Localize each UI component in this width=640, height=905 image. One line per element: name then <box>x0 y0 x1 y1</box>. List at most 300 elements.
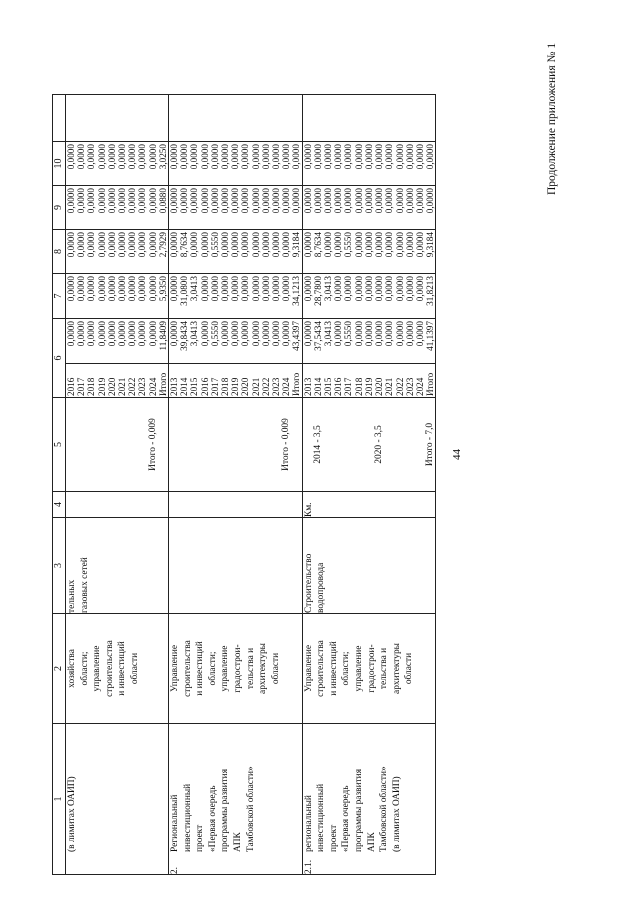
amount-value: 41,1397 <box>425 321 436 351</box>
amount-value: 0,0000 <box>66 144 76 170</box>
amount-value: 0,0000 <box>76 232 87 258</box>
amount-value: 0,0000 <box>106 232 117 258</box>
amount-value: 0,0000 <box>312 144 323 170</box>
amount-value: 0,0000 <box>117 144 128 170</box>
year-value: 2013 <box>169 377 180 396</box>
amount-value: 0,0000 <box>302 321 313 347</box>
amount-value: 0,0000 <box>106 188 117 214</box>
amount-cell-c11 <box>66 142 169 186</box>
spacer-cell <box>302 95 436 142</box>
amount-value: 0,0000 <box>169 276 180 302</box>
amount-value: 0,0000 <box>169 321 180 347</box>
amount-value: 0,0000 <box>179 144 190 170</box>
header-cell-7: 7 <box>53 274 66 319</box>
item-name-text: инвестиционный <box>182 783 193 852</box>
amount-value: 9,3184 <box>291 232 302 258</box>
amount-value: 0,0000 <box>137 321 148 347</box>
amount-value: 0,0000 <box>230 232 241 258</box>
amount-value: 0,0000 <box>260 144 271 170</box>
year-value: 2022 <box>260 377 271 396</box>
executor-line: строительства <box>182 640 193 697</box>
executor-line: тельства и <box>245 647 256 690</box>
amount-value: 0,0000 <box>86 321 97 347</box>
amount-value: 0,0000 <box>271 188 282 214</box>
amount-value: 0,0000 <box>66 321 76 347</box>
term-line <box>169 398 179 491</box>
amount-cell-c10 <box>302 186 436 230</box>
term-line: Итого - 0,009 <box>147 418 158 471</box>
amount-cell-c8 <box>302 274 436 319</box>
year-value: Итого <box>425 372 436 396</box>
amount-value: 0,0000 <box>353 232 364 258</box>
year-value: Итого <box>291 372 302 396</box>
amount-cell-c11 <box>302 142 436 186</box>
year-value: 2018 <box>86 377 97 396</box>
executor-line: архитектуры <box>258 643 269 694</box>
amount-value: 0,0000 <box>230 321 241 347</box>
amount-value: 0,0000 <box>425 144 436 170</box>
item-name-text: Тамбовской области» <box>379 766 390 852</box>
amount-value: 0,0000 <box>96 144 107 170</box>
year-value: 2020 <box>106 377 117 396</box>
year-cell <box>66 364 169 398</box>
amount-value: 0,0000 <box>137 144 148 170</box>
header-cell-9: 9 <box>53 186 66 230</box>
item-name-text: «Первая очередь <box>341 785 352 852</box>
amount-value: 28,7800 <box>312 276 323 306</box>
amount-value: 0,0000 <box>220 188 231 214</box>
amount-value: 0,0000 <box>414 144 425 170</box>
amount-value: 0,0000 <box>117 276 128 302</box>
amount-value: 3,0413 <box>189 321 200 347</box>
executor-line: строительства <box>316 640 327 697</box>
amount-value: 0,0000 <box>147 144 158 170</box>
term-line <box>97 398 107 491</box>
amount-value: 0,0000 <box>363 276 374 302</box>
term-line: Итого - 7,0 <box>424 422 435 467</box>
amount-value: 0,0000 <box>291 144 302 170</box>
amount-value: 0,0000 <box>137 276 148 302</box>
term-line <box>137 398 147 491</box>
amount-cell-c11 <box>169 142 303 186</box>
amount-value: 0,0000 <box>374 232 385 258</box>
amount-value: 0,0000 <box>374 188 385 214</box>
amount-value: 3,0413 <box>323 276 334 302</box>
amount-value: 0,0000 <box>179 188 190 214</box>
amount-value: 0,0000 <box>374 276 385 302</box>
amount-value: 0,0000 <box>189 232 200 258</box>
term-line <box>230 398 240 491</box>
year-cell <box>302 364 436 398</box>
unit-cell <box>66 492 169 518</box>
year-value: 2017 <box>343 377 354 396</box>
amount-value: 0,0000 <box>86 188 97 214</box>
item-name-text: Тамбовской области» <box>245 766 256 852</box>
amount-value: 0,0000 <box>169 232 180 258</box>
amount-value: 0,0000 <box>76 188 87 214</box>
content-line: водопровода <box>316 562 327 613</box>
year-value: 2015 <box>323 377 334 396</box>
year-value: 2021 <box>384 377 395 396</box>
item-name-line <box>219 724 232 874</box>
amount-value: 0,0000 <box>76 144 87 170</box>
year-value: 2019 <box>96 377 107 396</box>
item-name-text: АПК <box>366 832 377 852</box>
amount-value: 0,0000 <box>291 188 302 214</box>
amount-value: 0,0000 <box>127 232 138 258</box>
amount-value: 0,0000 <box>281 144 292 170</box>
term-line <box>271 398 281 491</box>
amount-value: 3,0413 <box>323 321 334 347</box>
term-line <box>261 398 271 491</box>
amount-value: 39,8434 <box>179 321 190 351</box>
amount-value: 0,0000 <box>76 276 87 302</box>
term-line <box>384 398 394 491</box>
amount-value: 0,0000 <box>66 276 76 302</box>
amount-cell-c9 <box>66 230 169 274</box>
item-name-line <box>391 724 404 874</box>
year-value: 2016 <box>66 377 76 396</box>
item-name-text: «Первая очередь <box>207 785 218 852</box>
amount-value: 0,0000 <box>86 144 97 170</box>
amount-value: 0,0000 <box>302 232 313 258</box>
term-line <box>66 398 76 491</box>
year-value: 2015 <box>189 377 200 396</box>
amount-value: 0,0880 <box>157 188 168 214</box>
amount-value: 0,0000 <box>323 232 334 258</box>
amount-value: 0,0000 <box>414 232 425 258</box>
amount-value: 0,0000 <box>333 276 344 302</box>
amount-value: 0,0000 <box>220 144 231 170</box>
item-name-line <box>182 724 195 874</box>
term-line <box>86 398 96 491</box>
amount-value: 0,0000 <box>86 232 97 258</box>
amount-value: 0,0000 <box>127 144 138 170</box>
amount-value: 0,0000 <box>189 188 200 214</box>
amount-cell-c8 <box>169 274 303 319</box>
amount-value: 0,0000 <box>147 232 158 258</box>
amount-value: 11,8409 <box>157 321 168 351</box>
amount-value: 0,0000 <box>127 188 138 214</box>
amount-value: 0,0000 <box>404 144 415 170</box>
table-body <box>53 33 436 875</box>
item-name-text: программы развития <box>220 768 231 852</box>
amount-cell-c10 <box>169 186 303 230</box>
term-line <box>415 398 425 491</box>
amount-value: 0,0000 <box>117 321 128 347</box>
amount-cell-c9 <box>302 230 436 274</box>
amount-value: 0,0000 <box>250 276 261 302</box>
year-value: 2013 <box>302 377 313 396</box>
amount-value: 0,0000 <box>374 144 385 170</box>
amount-cell-c7 <box>302 319 436 364</box>
amount-value: 0,0000 <box>394 144 405 170</box>
amount-value: 0,0000 <box>302 188 313 214</box>
amount-value: 0,0000 <box>281 232 292 258</box>
amount-value: 0,0000 <box>137 232 148 258</box>
amount-value: 0,0000 <box>199 188 210 214</box>
amount-value: 0,0000 <box>96 232 107 258</box>
year-value: 2016 <box>333 377 344 396</box>
executor-line: Управление <box>303 645 314 693</box>
item-name-line <box>340 724 353 874</box>
amount-value: 34,1213 <box>291 276 302 306</box>
amount-value: 0,0000 <box>353 276 364 302</box>
year-value: 2022 <box>127 377 138 396</box>
amount-value: 0,0000 <box>230 144 241 170</box>
amount-value: 0,0000 <box>271 232 282 258</box>
item-name-text: (в лимитах ОАИП) <box>67 776 77 852</box>
term-line <box>240 398 250 491</box>
unit-cell <box>169 492 303 518</box>
table-row <box>66 33 169 875</box>
amount-value: 0,0000 <box>250 232 261 258</box>
executor-line: Управление <box>170 645 181 693</box>
amount-value: 0,0000 <box>281 321 292 347</box>
year-value: 2018 <box>353 377 364 396</box>
amount-value: 0,0000 <box>404 232 415 258</box>
term-line <box>354 398 364 491</box>
header-cell-10: 10 <box>53 142 66 186</box>
term-line <box>323 398 333 491</box>
year-value: 2023 <box>271 377 282 396</box>
amount-value: 0,0000 <box>384 321 395 347</box>
amount-value: 0,0000 <box>96 276 107 302</box>
amount-value: 0,5550 <box>209 321 220 347</box>
amount-value: 0,0000 <box>363 321 374 347</box>
amount-value: 0,0000 <box>240 276 251 302</box>
amount-value: 0,0000 <box>302 144 313 170</box>
header-row <box>53 33 66 875</box>
year-value: Итого <box>157 372 168 396</box>
header-cell-6: 6 <box>53 319 66 398</box>
amount-value: 31,0800 <box>179 276 190 306</box>
amount-value: 3,0250 <box>157 144 168 170</box>
header-cell-3: 3 <box>53 518 66 614</box>
item-name-line <box>303 724 316 874</box>
amount-value: 0,0000 <box>271 144 282 170</box>
executor-cell <box>66 614 169 724</box>
amount-value: 0,0000 <box>250 188 261 214</box>
item-name-line <box>66 724 79 874</box>
executor-line: управление <box>92 645 103 692</box>
year-value: 2022 <box>394 377 405 396</box>
table-row <box>302 33 436 875</box>
executor-line: области; <box>79 651 90 686</box>
page-number: 44 <box>451 449 463 460</box>
executor-line: и инвестиций <box>195 641 206 696</box>
amount-value: 0,0000 <box>414 321 425 347</box>
executor-cell <box>169 614 303 724</box>
executor-line: области <box>404 652 415 685</box>
amount-value: 0,0000 <box>230 276 241 302</box>
amount-value: 0,0000 <box>343 144 354 170</box>
amount-value: 0,0000 <box>363 188 374 214</box>
amount-value: 0,0000 <box>323 144 334 170</box>
item-name-line <box>366 724 379 874</box>
amount-value: 0,0000 <box>384 276 395 302</box>
amount-value: 0,0000 <box>374 321 385 347</box>
amount-value: 0,5550 <box>343 232 354 258</box>
executor-line: градострои- <box>233 644 243 693</box>
year-cell <box>169 364 303 398</box>
amount-value: 0,0000 <box>343 188 354 214</box>
amount-value: 0,0000 <box>106 144 117 170</box>
amount-value: 0,0000 <box>333 321 344 347</box>
amount-value: 0,0000 <box>240 321 251 347</box>
term-line <box>343 398 353 491</box>
year-value: 2020 <box>374 377 385 396</box>
amount-value: 8,7634 <box>312 232 323 258</box>
amount-value: 0,0000 <box>384 188 395 214</box>
spacer-cell <box>169 95 303 142</box>
item-name-line <box>353 724 366 874</box>
amount-value: 0,0000 <box>260 188 271 214</box>
executor-line: области <box>129 652 140 685</box>
amount-value: 0,0000 <box>66 232 76 258</box>
term-cell <box>66 398 169 492</box>
amount-value: 0,0000 <box>353 144 364 170</box>
executor-line: и инвестиций <box>117 641 128 696</box>
executor-cell <box>302 614 436 724</box>
unit-value: Км. <box>303 502 314 517</box>
continuation-title: Продолжение приложения № 1 <box>546 42 558 195</box>
header-cell-2: 2 <box>53 614 66 724</box>
header-cell-5: 5 <box>53 398 66 492</box>
amount-value: 0,0000 <box>199 276 210 302</box>
amount-value: 0,0000 <box>220 321 231 347</box>
amount-value: 0,0000 <box>199 321 210 347</box>
amount-value: 0,0000 <box>363 144 374 170</box>
term-line <box>303 398 313 491</box>
year-value: 2024 <box>414 377 425 396</box>
amount-value: 0,0000 <box>425 188 436 214</box>
item-name-line <box>194 724 207 874</box>
amount-value: 3,0413 <box>189 276 200 302</box>
item-name-text: проект <box>195 824 206 852</box>
amount-value: 0,0000 <box>117 232 128 258</box>
amount-value: 0,0000 <box>260 276 271 302</box>
amount-value: 0,0000 <box>323 188 334 214</box>
amount-value: 0,0000 <box>333 188 344 214</box>
amount-value: 0,0000 <box>384 232 395 258</box>
item-name-line <box>232 724 245 874</box>
executor-line: области <box>270 652 281 685</box>
amount-value: 0,0000 <box>96 321 107 347</box>
item-number: 2. <box>170 866 181 874</box>
amount-value: 0,0000 <box>147 321 158 347</box>
amount-value: 0,0000 <box>250 321 261 347</box>
header-cell-1: 1 <box>53 724 66 875</box>
item-name-line <box>378 724 391 874</box>
amount-value: 0,0000 <box>106 321 117 347</box>
amount-value: 0,0000 <box>384 144 395 170</box>
term-line <box>127 398 137 491</box>
amount-value: 0,0000 <box>240 144 251 170</box>
amount-value: 0,0000 <box>271 276 282 302</box>
executor-line: управление <box>220 645 231 692</box>
amount-value: 0,0000 <box>209 144 220 170</box>
amount-value: 2,7929 <box>157 232 168 258</box>
year-value: 2024 <box>147 377 158 396</box>
amount-value: 0,0000 <box>169 188 180 214</box>
content-line: газовых сетей <box>79 557 90 613</box>
amount-value: 0,0000 <box>147 188 158 214</box>
term-line <box>76 398 86 491</box>
amount-value: 0,0000 <box>66 188 76 214</box>
amount-value: 31,8213 <box>425 276 436 306</box>
amount-value: 8,7634 <box>179 232 190 258</box>
item-name-line <box>245 724 258 874</box>
amount-value: 0,0000 <box>106 276 117 302</box>
amount-value: 0,0000 <box>220 276 231 302</box>
amount-value: 43,4397 <box>291 321 302 351</box>
amount-value: 0,0000 <box>117 188 128 214</box>
item-name-line <box>328 724 341 874</box>
year-value: 2019 <box>230 377 241 396</box>
header-spacer <box>53 95 66 142</box>
spacer-cell <box>66 95 169 142</box>
amount-value: 0,0000 <box>169 144 180 170</box>
amount-value: 0,0000 <box>353 321 364 347</box>
year-value: 2023 <box>404 377 415 396</box>
year-value: 2014 <box>312 377 323 396</box>
year-value: 2020 <box>240 377 251 396</box>
amount-cell-c9 <box>169 230 303 274</box>
table-row <box>169 33 303 875</box>
item-name-text: Региональный <box>170 794 181 852</box>
term-line <box>189 398 199 491</box>
amount-value: 0,0000 <box>414 188 425 214</box>
header-cell-4: 4 <box>53 492 66 518</box>
amount-value: 0,0000 <box>189 144 200 170</box>
amount-value: 0,0000 <box>404 188 415 214</box>
unit-cell <box>302 492 436 518</box>
content-cell <box>66 518 169 614</box>
amount-value: 0,0000 <box>137 188 148 214</box>
amount-value: 0,0000 <box>96 188 107 214</box>
amount-value: 0,0000 <box>220 232 231 258</box>
amount-value: 0,0000 <box>353 188 364 214</box>
executor-line: строительства <box>104 640 115 697</box>
amount-cell-c7 <box>66 319 169 364</box>
amount-value: 0,0000 <box>250 144 261 170</box>
amount-value: 0,0000 <box>76 321 87 347</box>
item-number: 2.1. <box>303 859 314 874</box>
amount-value: 0,0000 <box>127 276 138 302</box>
amount-value: 0,0000 <box>281 276 292 302</box>
executor-line: архитектуры <box>391 643 402 694</box>
amount-value: 0,0000 <box>414 276 425 302</box>
term-line: Итого - 0,009 <box>281 418 292 471</box>
item-name-line <box>315 724 328 874</box>
amount-value: 0,0000 <box>363 232 374 258</box>
amount-value: 0,0000 <box>230 188 241 214</box>
content-cell <box>169 518 303 614</box>
amount-value: 0,0000 <box>281 188 292 214</box>
term-cell <box>302 398 436 492</box>
amount-value: 0,0000 <box>260 321 271 347</box>
term-line <box>364 398 374 491</box>
amount-value: 0,0000 <box>394 321 405 347</box>
executor-line: хозяйства <box>67 649 77 688</box>
amount-value: 0,0000 <box>343 276 354 302</box>
item-name-text: региональный <box>303 795 314 852</box>
executor-line: области; <box>341 651 352 686</box>
year-value: 2017 <box>209 377 220 396</box>
item-name-cell <box>66 724 169 875</box>
year-value: 2023 <box>137 377 148 396</box>
